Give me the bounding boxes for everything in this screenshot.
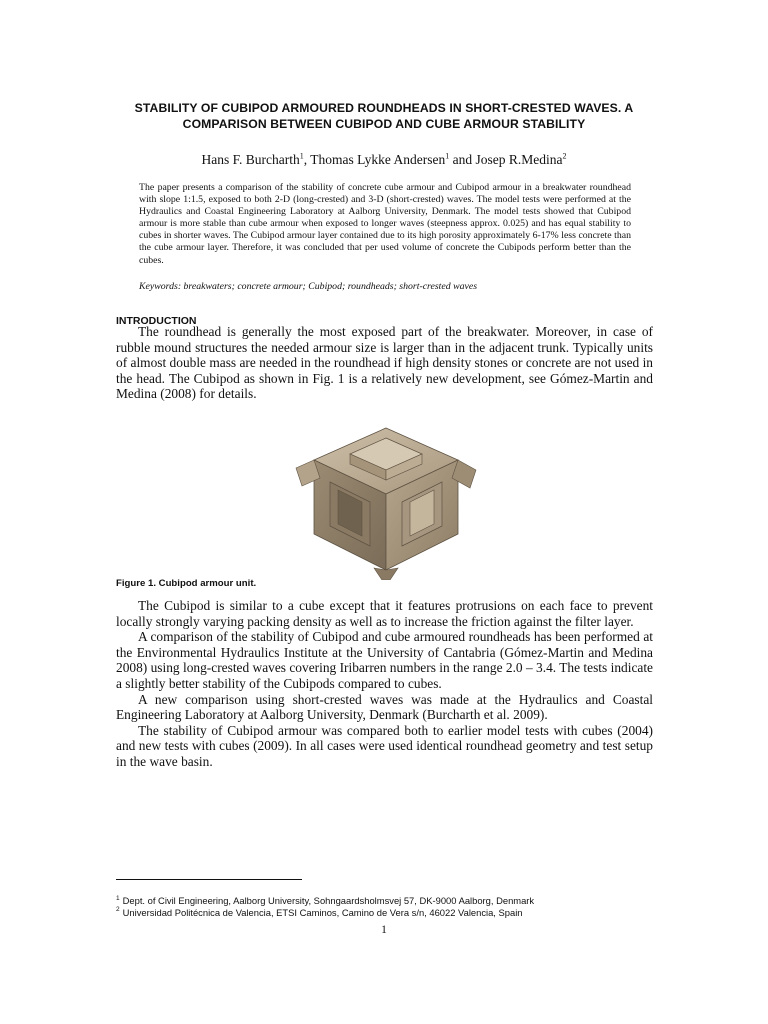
abstract: The paper presents a comparison of the stability of concrete cube armour and Cubipod armour in a breakwater roundhead with slope 1:1.5, exposed to both 2-D (long-crested) and 3-D (short-crested) waves. The model tests were performed at the Hydraulics and Coastal Engineering Laboratory at Aalborg University, Denmark. The model tests showed that Cubipod armour is more stable than cube armour when exposed to longer waves (steepness approx. 0.025) and has equal stability to cubes in shorter waves. The Cubipod armour layer contained due to its high porosity approximately 6-17% less concrete than the cube armour layer. Therefore, it was concluded that per used volume of concrete the Cubipods perform better than the cubes. [139,182,631,266]
title-line-2: COMPARISON BETWEEN CUBIPOD AND CUBE ARMOUR STABILITY [182,117,586,131]
page-number: 1 [381,924,387,936]
author-name: Hans F. Burcharth [201,152,300,167]
author-list [100,151,668,169]
figure-caption: Figure 1. Cubipod armour unit. [116,578,257,589]
introduction-body [116,324,653,402]
paragraph: The roundhead is generally the most exposed part of the breakwater. Moreover, in case of rubble mound structures the needed armour size is larger than in the adjacent trunk. Typically units of almost double mass are needed in the roundhead if high density stones or concrete are not used in the head. The Cubipod as shown in Fig. 1 is a relatively new development, see Gómez-Martin and Medina (2008) for details. [116,324,653,402]
keywords: Keywords: breakwaters; concrete armour; Cubipod; roundheads; short-crested waves [139,281,478,292]
author-name: Thomas Lykke Andersen [310,152,446,167]
footnotes [116,895,676,918]
title-line-1: STABILITY OF CUBIPOD ARMOURED ROUNDHEADS IN SHORT-CRESTED WAVES. A [134,101,634,115]
author-conjunction: and [449,152,476,167]
cubipod-illustration [286,418,486,580]
author-separator: , [303,152,311,167]
section-heading-introduction: INTRODUCTION [116,315,197,327]
footnote-text: Universidad Politécnica de Valencia, ETSI Caminos, Camino de Vera s/n, 46022 Valencia, Spain [122,906,523,918]
paper-title [100,100,668,132]
footnote-text: Dept. of Civil Engineering, Aalborg University, Sohngaardsholmsvej 57, DK-9000 Aalborg, Denmark [122,895,535,906]
footnote-mark: 2 [116,906,120,914]
body-paragraphs [116,598,653,770]
footnote-mark: 1 [116,894,120,902]
footnote [116,895,676,907]
paragraph: A comparison of the stability of Cubipod and cube armoured roundheads has been performed at the Environmental Hydraulics Institute at the University of Cantabria (Gómez-Martin and Medina 2008) using long-crested waves covering Iribarren numbers in the range 2.0 – 3.4. The tests indicate a slightly better stability of the Cubipods compared to cubes. [116,629,653,691]
author-affiliation-mark: 1 [445,151,450,161]
figure-cubipod-image [286,418,486,580]
footnote [116,907,676,919]
paragraph: The Cubipod is similar to a cube except that it features protrusions on each face to prevent locally strongly varying packing density as well as to increase the friction against the filter layer. [116,598,653,629]
paragraph: The stability of Cubipod armour was compared both to earlier model tests with cubes (2004) and new tests with cubes (2009). In all cases were used identical roundhead geometry and test setup in the wave basin. [116,722,653,769]
footnote-divider [116,879,302,880]
author-affiliation-mark: 2 [562,151,567,161]
paragraph: A new comparison using short-crested waves was made at the Hydraulics and Coastal Engineering Laboratory at Aalborg University, Denmark (Burcharth et al. 2009). [116,691,653,723]
author-affiliation-mark: 1 [299,151,304,161]
author-name: Josep R.Medina [475,152,563,167]
